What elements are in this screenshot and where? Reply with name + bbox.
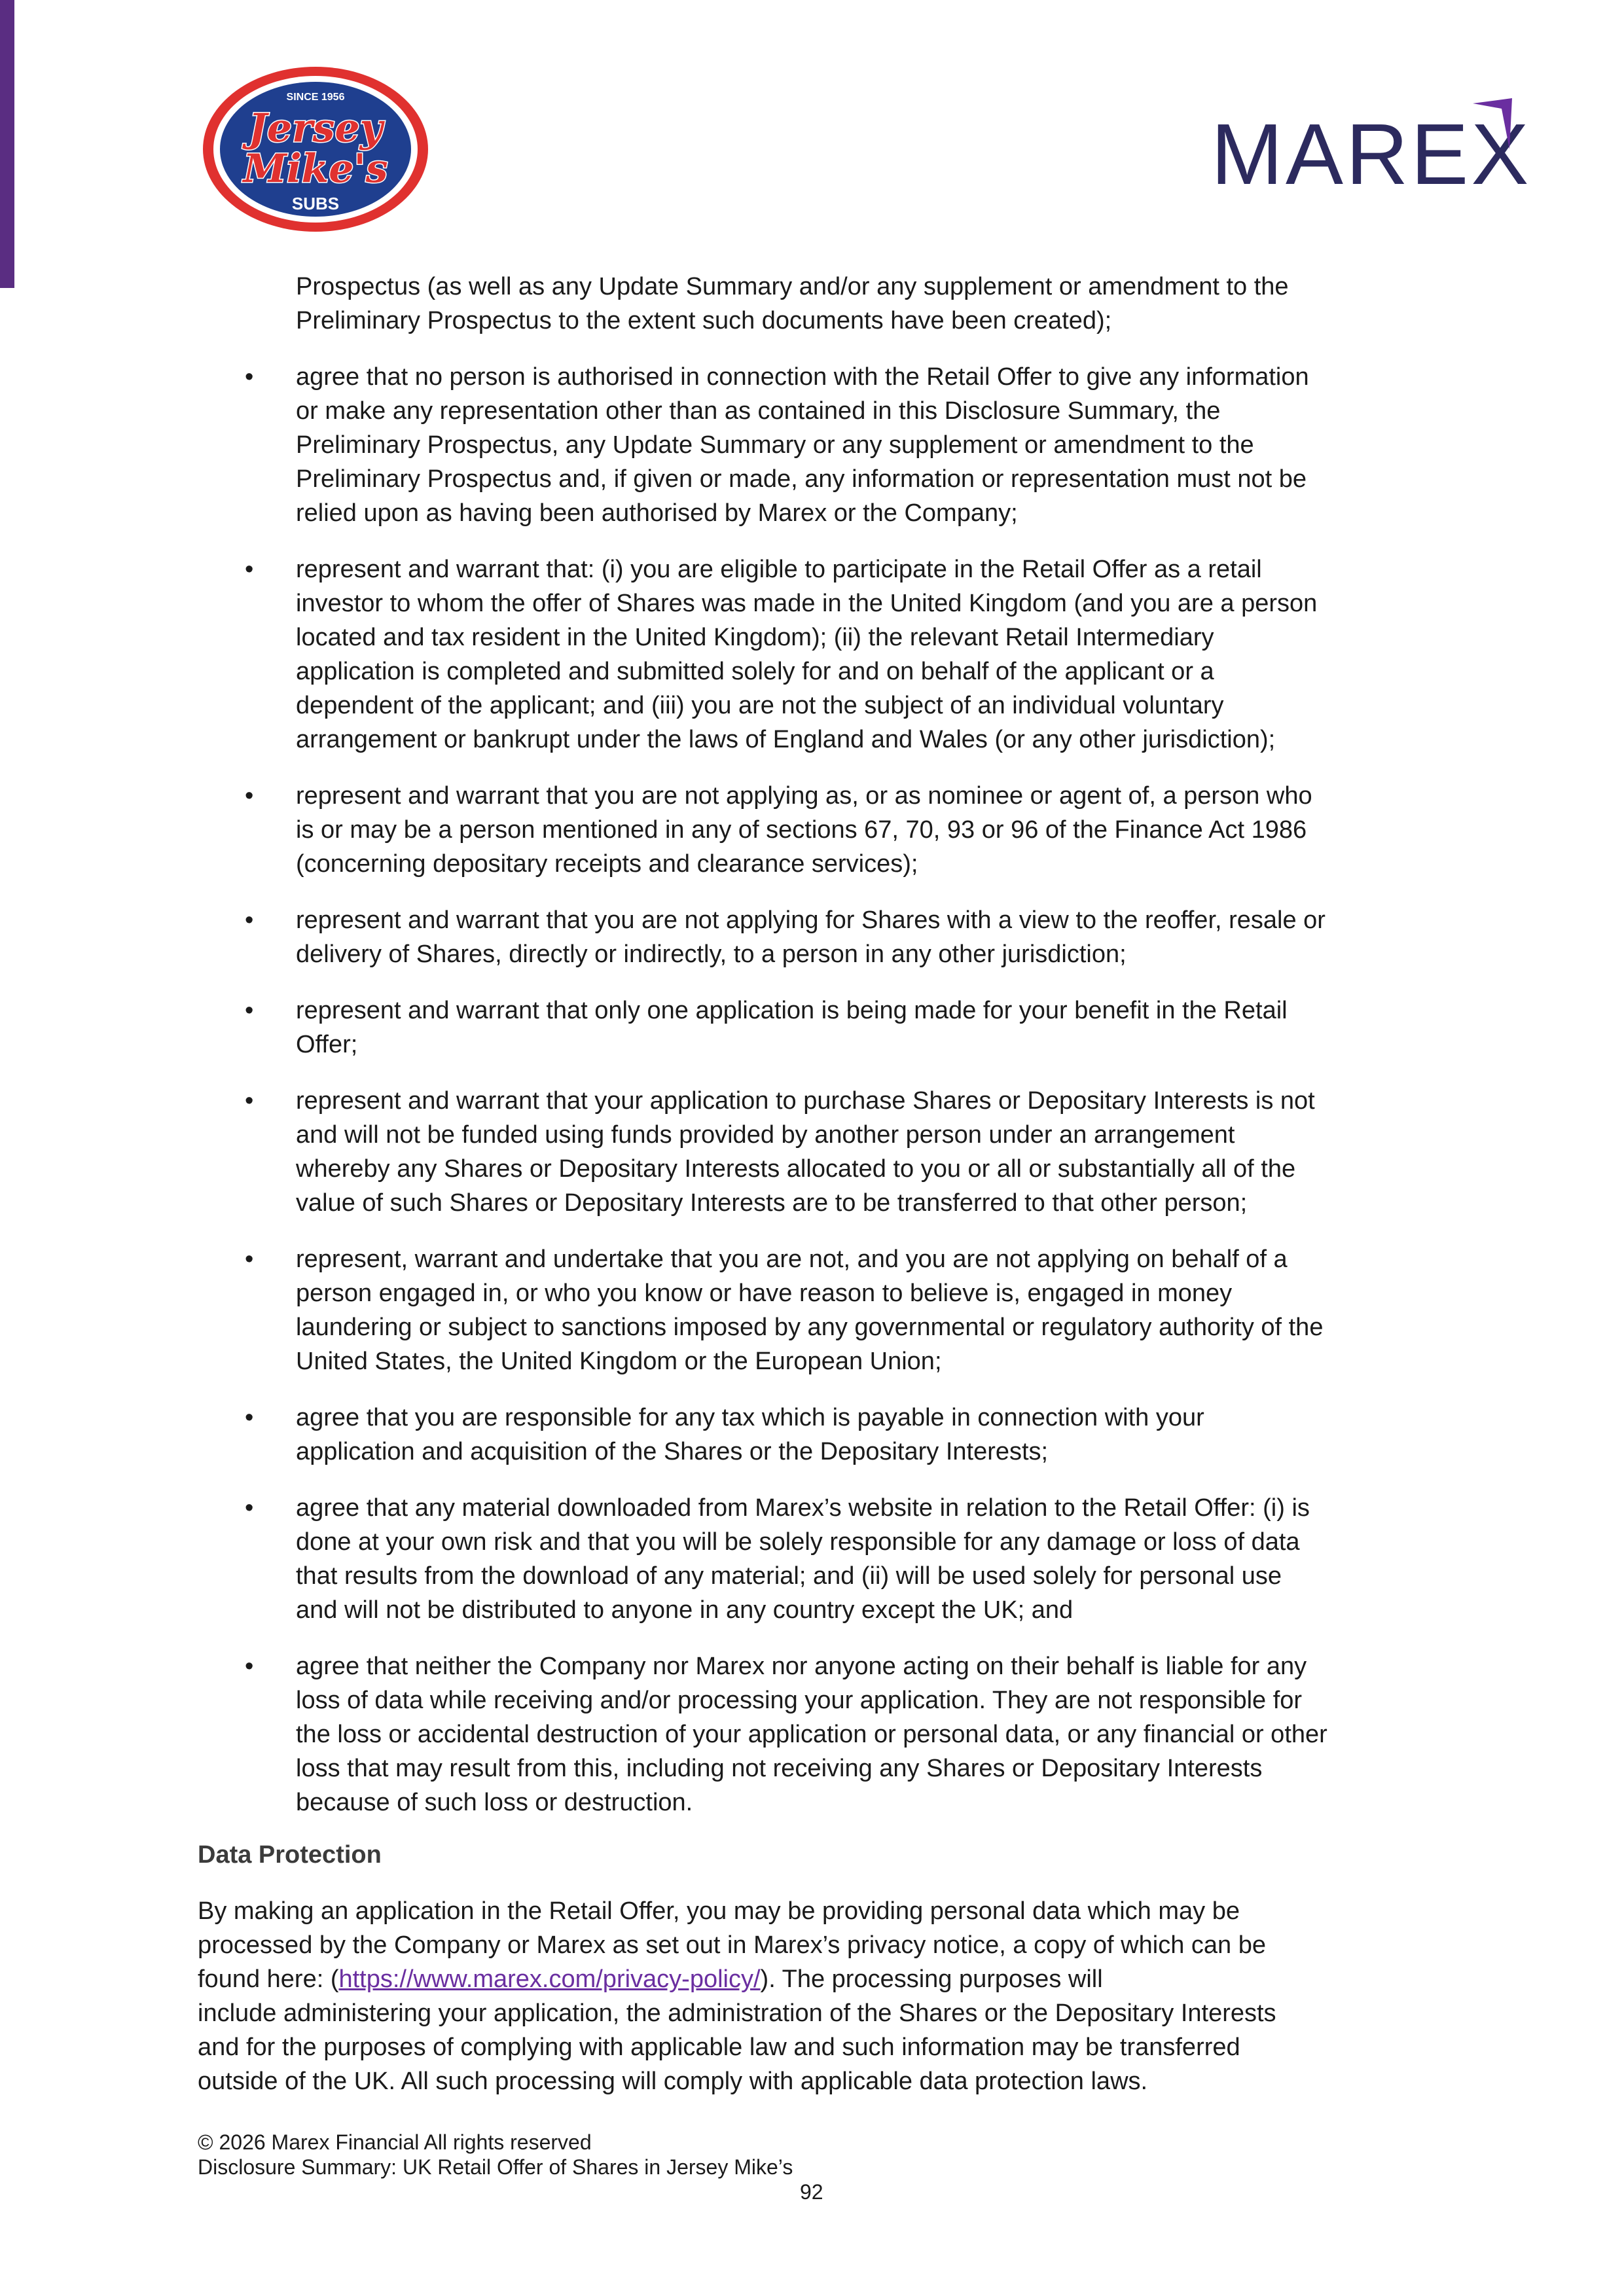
list-item — [198, 1242, 1441, 1378]
marex-arrow-icon — [1473, 98, 1519, 157]
list-item — [198, 779, 1441, 881]
marex-wordmark: MAREX — [1211, 106, 1532, 202]
list-item — [198, 1084, 1441, 1220]
list-item-text: represent and warrant that only one application is being made for your benefit in the Retail Offer; — [296, 997, 1288, 1058]
list-item — [198, 552, 1441, 757]
list-item — [198, 360, 1441, 530]
bullet-icon: • — [245, 782, 254, 810]
list-item-text: represent and warrant that you are not applying for Shares with a view to the reoffer, resale or delivery of Shares, directly or indirectly, to a person in any other jurisdiction; — [296, 906, 1326, 968]
jm-logo-bottom: SUBS — [291, 194, 340, 213]
page-footer — [198, 2130, 1441, 2204]
marex-logo — [1211, 98, 1532, 203]
bullet-icon: • — [245, 1653, 254, 1680]
document-body — [198, 270, 1441, 2098]
list-item-text: agree that no person is authorised in connection with the Retail Offer to give any information or make any representation other than as contained in this Disclosure Summary, the Preliminary Prospectus, any Update Summary or any supplement or amendment to the Preliminary Prospectus and, if given or made, any information or representation must not be relied upon as having been authorised by Marex or the Company; — [296, 363, 1309, 527]
continued-paragraph: Prospectus (as well as any Update Summary and/or any supplement or amendment to the Preliminary Prospectus to the extent such documents have been created); — [296, 273, 1289, 334]
data-protection-paragraph — [198, 1894, 1441, 2098]
obligations-list — [198, 360, 1441, 1820]
list-item-text: agree that any material downloaded from Marex’s website in relation to the Retail Offer: (i) is done at your own risk and that you will be solely responsible for any damage or loss of data that results from the download of any material; and (ii) will be used solely for personal use and will not be distributed to anyone in any country except the UK; and — [296, 1494, 1310, 1624]
jm-logo-line2: Mike's — [243, 146, 388, 192]
bullet-icon: • — [245, 556, 254, 583]
bullet-icon: • — [245, 906, 254, 934]
list-item — [198, 1401, 1441, 1469]
list-item-text: represent and warrant that: (i) you are eligible to participate in the Retail Offer as a retail investor to whom the offer of Shares was made in the United Kingdom (and you are a person located and tax resident in the United Kingdom); (ii) the relevant Retail Intermediary application is completed and submitted solely for and on behalf of the applicant or a dependent of the applicant; and (iii) you are not the subject of an individual voluntary arrangement or bankrupt under the laws of England and Wales (or any other jurisdiction); — [296, 556, 1318, 753]
bullet-icon: • — [245, 1494, 254, 1522]
list-item — [198, 1649, 1441, 1820]
jm-logo-line1: Jersey — [248, 105, 383, 151]
bullet-icon: • — [245, 1087, 254, 1115]
bullet-icon: • — [245, 1246, 254, 1273]
bullet-icon: • — [245, 997, 254, 1024]
footer-document-title: Disclosure Summary: UK Retail Offer of Shares in Jersey Mike’s — [198, 2155, 793, 2179]
bullet-icon: • — [245, 1404, 254, 1431]
section-heading-data-protection: Data Protection — [198, 1841, 382, 1869]
page-number: 92 — [800, 2180, 823, 2204]
list-item-text: agree that neither the Company nor Marex nor anyone acting on their behalf is liable for any loss of data while receiving and/or processing your application. They are not responsible for the loss or accidental destruction of your application or personal data, or any financial or other loss that may result from this, including not receiving any Shares or Depositary Interests because of such loss or destruction. — [296, 1653, 1327, 1816]
list-item-text: agree that you are responsible for any tax which is payable in connection with your application and acquisition of the Shares or the Depositary Interests; — [296, 1404, 1204, 1465]
bullet-icon: • — [245, 363, 254, 391]
list-item-text: represent and warrant that you are not applying as, or as nominee or agent of, a person who is or may be a person mentioned in any of sections 67, 70, 93 or 96 of the Finance Act 1986 (concerning depositary receipts and clearance services); — [296, 782, 1312, 878]
dp-text-after-link: ). The processing purposes will include administering your application, the administration of the Shares or the Depositary Interests and for the purposes of complying with applicable law and such information may be transferred outside of the UK. All such processing will comply with applicable data protection laws. — [198, 1965, 1276, 2095]
dp-text-before-link: By making an application in the Retail Offer, you may be providing personal data which may be processed by the Company or Marex as set out in Marex’s privacy notice, a copy of which can be found here: ( — [198, 1897, 1266, 1993]
side-accent-bar — [0, 0, 14, 288]
list-item — [198, 994, 1441, 1062]
list-item — [198, 1491, 1441, 1627]
jm-logo-top: SINCE 1956 — [286, 92, 345, 103]
list-item — [198, 903, 1441, 971]
footer-copyright: © 2026 Marex Financial All rights reserved — [198, 2130, 592, 2154]
list-item-text: represent and warrant that your application to purchase Shares or Depositary Interests is not and will not be funded using funds provided by another person under an arrangement whereby any Shares or Depositary Interests allocated to you or all or substantially all of the value of such Shares or Depositary Interests are to be transferred to that other person; — [296, 1087, 1315, 1217]
jersey-mikes-logo — [200, 64, 432, 234]
list-item-text: represent, warrant and undertake that you are not, and you are not applying on behalf of a person engaged in, or who you know or have reason to believe is, engaged in money laundering or subject to sanctions imposed by any governmental or regulatory authority of the United States, the United Kingdom or the European Union; — [296, 1246, 1324, 1375]
privacy-policy-link[interactable]: https://www.marex.com/privacy-policy/ — [338, 1965, 761, 1993]
